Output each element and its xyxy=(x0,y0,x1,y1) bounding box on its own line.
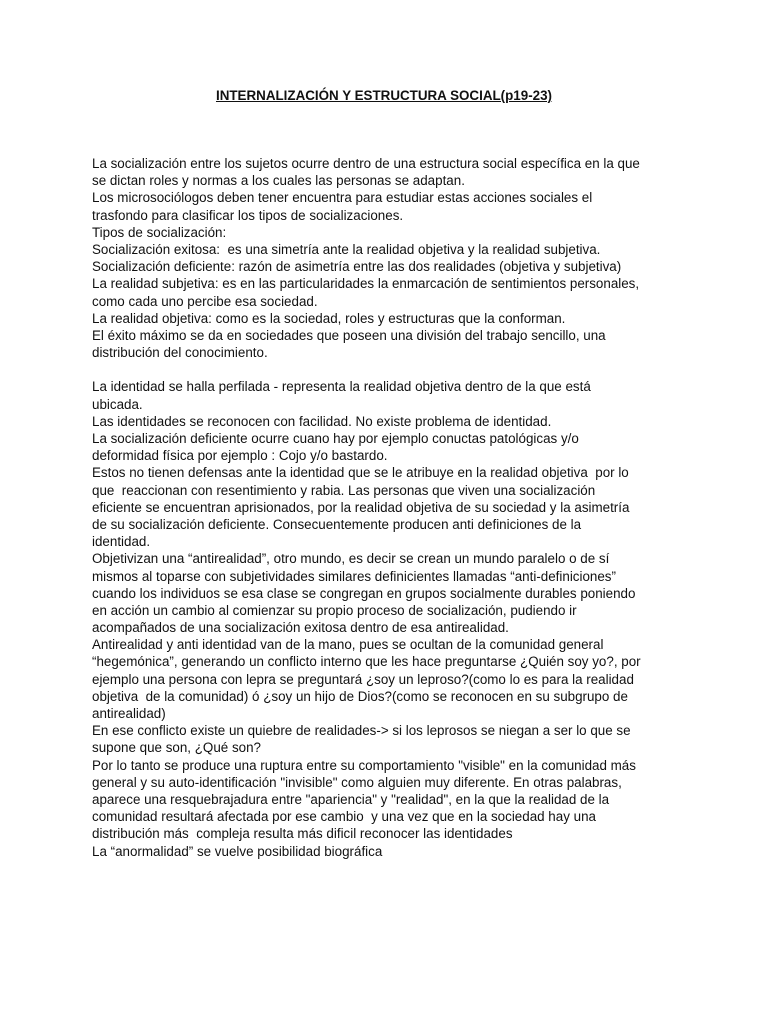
text-line: que reaccionan con resentimiento y rabia. Las personas que viven una socialización xyxy=(92,482,596,498)
text-line: Los microsociólogos deben tener encuentra para estudiar estas acciones sociales el xyxy=(92,190,593,206)
text-line: “hegemónica”, generando un conflicto interno que les hace preguntarse ¿Quién soy yo?, por xyxy=(92,654,641,670)
text-line: deformidad física por ejemplo : Cojo y/o bastardo. xyxy=(92,448,388,464)
text-line: general y su auto-identificación "invisible" como alguien muy diferente. En otras palabras, xyxy=(92,774,622,790)
text-line: supone que son, ¿Qué son? xyxy=(92,740,261,756)
text-line: Antirealidad y anti identidad van de la mano, pues se ocultan de la comunidad general xyxy=(92,637,604,653)
text-line: La identidad se halla perfilada - representa la realidad objetiva dentro de la que está xyxy=(92,379,591,395)
text-line: La socialización entre los sujetos ocurre dentro de una estructura social específica en la que xyxy=(92,156,640,171)
text-line: La socialización deficiente ocurre cuano hay por ejemplo conuctas patológicas y/o xyxy=(92,431,579,446)
text-line: comunidad resultará afectada por ese cambio y una vez que en la sociedad hay una xyxy=(92,809,596,825)
text-line: en acción un cambio al comienzar su propio proceso de socialización, pudiendo ir xyxy=(92,602,577,618)
text-line: Tipos de socialización: xyxy=(92,224,227,240)
text-line: identidad. xyxy=(92,534,151,550)
text-line: En ese conflicto existe un quiebre de realidades-> si los leprosos se niegan a ser lo que se xyxy=(92,723,631,739)
text-line: ejemplo una persona con lepra se preguntará ¿soy un leproso?(como lo es para la realidad xyxy=(92,671,634,687)
text-line: La realidad objetiva: como es la sociedad, roles y estructuras que la conforman. xyxy=(92,310,566,326)
text-line: cuando los individuos se esa clase se congregan en grupos socialmente durables poniendo xyxy=(92,585,636,601)
document-body xyxy=(92,155,732,860)
text-line: mismos al toparse con subjetividades similares definicientes llamadas “anti-definiciones” xyxy=(92,568,616,584)
text-line: como cada uno percibe esa sociedad. xyxy=(92,293,318,309)
text-line: Socialización exitosa: es una simetría ante la realidad objetiva y la realidad subjetiva. xyxy=(92,241,601,257)
document-title: INTERNALIZACIÓN Y ESTRUCTURA SOCIAL(p19-23) xyxy=(215,88,553,103)
text-line: Las identidades se reconocen con facilidad. No existe problema de identidad. xyxy=(92,413,552,429)
text-line: Socialización deficiente: razón de asimetría entre las dos realidades (objetiva y subjetiva) xyxy=(92,259,622,275)
text-line: de su socialización deficiente. Consecuentemente producen anti definiciones de la xyxy=(92,516,582,532)
text-line: objetiva de la comunidad) ó ¿soy un hijo de Dios?(como se reconocen en su subgrupo de xyxy=(92,688,628,704)
text-line: El éxito máximo se da en sociedades que poseen una división del trabajo sencillo, una xyxy=(92,327,606,343)
text-line: Objetivizan una “antirealidad”, otro mundo, es decir se crean un mundo paralelo o de sí xyxy=(92,551,610,567)
text-line: ubicada. xyxy=(92,396,143,412)
text-line: distribución más compleja resulta más dificil reconocer las identidades xyxy=(92,826,513,842)
text-line: se dictan roles y normas a los cuales las personas se adaptan. xyxy=(92,173,465,189)
text-line xyxy=(92,361,732,378)
text-line: aparece una resquebrajadura entre "apariencia" y "realidad", en la que la realidad de la xyxy=(92,791,610,807)
text-line: eficiente se encuentran aprisionados, por la realidad objetiva de su sociedad y la asimetría xyxy=(92,499,630,515)
text-line: acompañados de una socialización exitosa dentro de esa antirealidad. xyxy=(92,620,509,636)
text-line: trasfondo para clasificar los tipos de socializaciones. xyxy=(92,207,404,223)
text-line: antirealidad) xyxy=(92,706,166,721)
text-line: La realidad subjetiva: es en las particularidades la enmarcación de sentimientos personales, xyxy=(92,276,640,292)
text-line: distribución del conocimiento. xyxy=(92,345,268,361)
text-line: Por lo tanto se produce una ruptura entre su comportamiento "visible" en la comunidad más xyxy=(92,757,636,773)
text-line: Estos no tienen defensas ante la identidad que se le atribuye en la realidad objetiva por lo xyxy=(92,465,629,481)
text-line: La “anormalidad” se vuelve posibilidad biográfica xyxy=(92,843,383,859)
